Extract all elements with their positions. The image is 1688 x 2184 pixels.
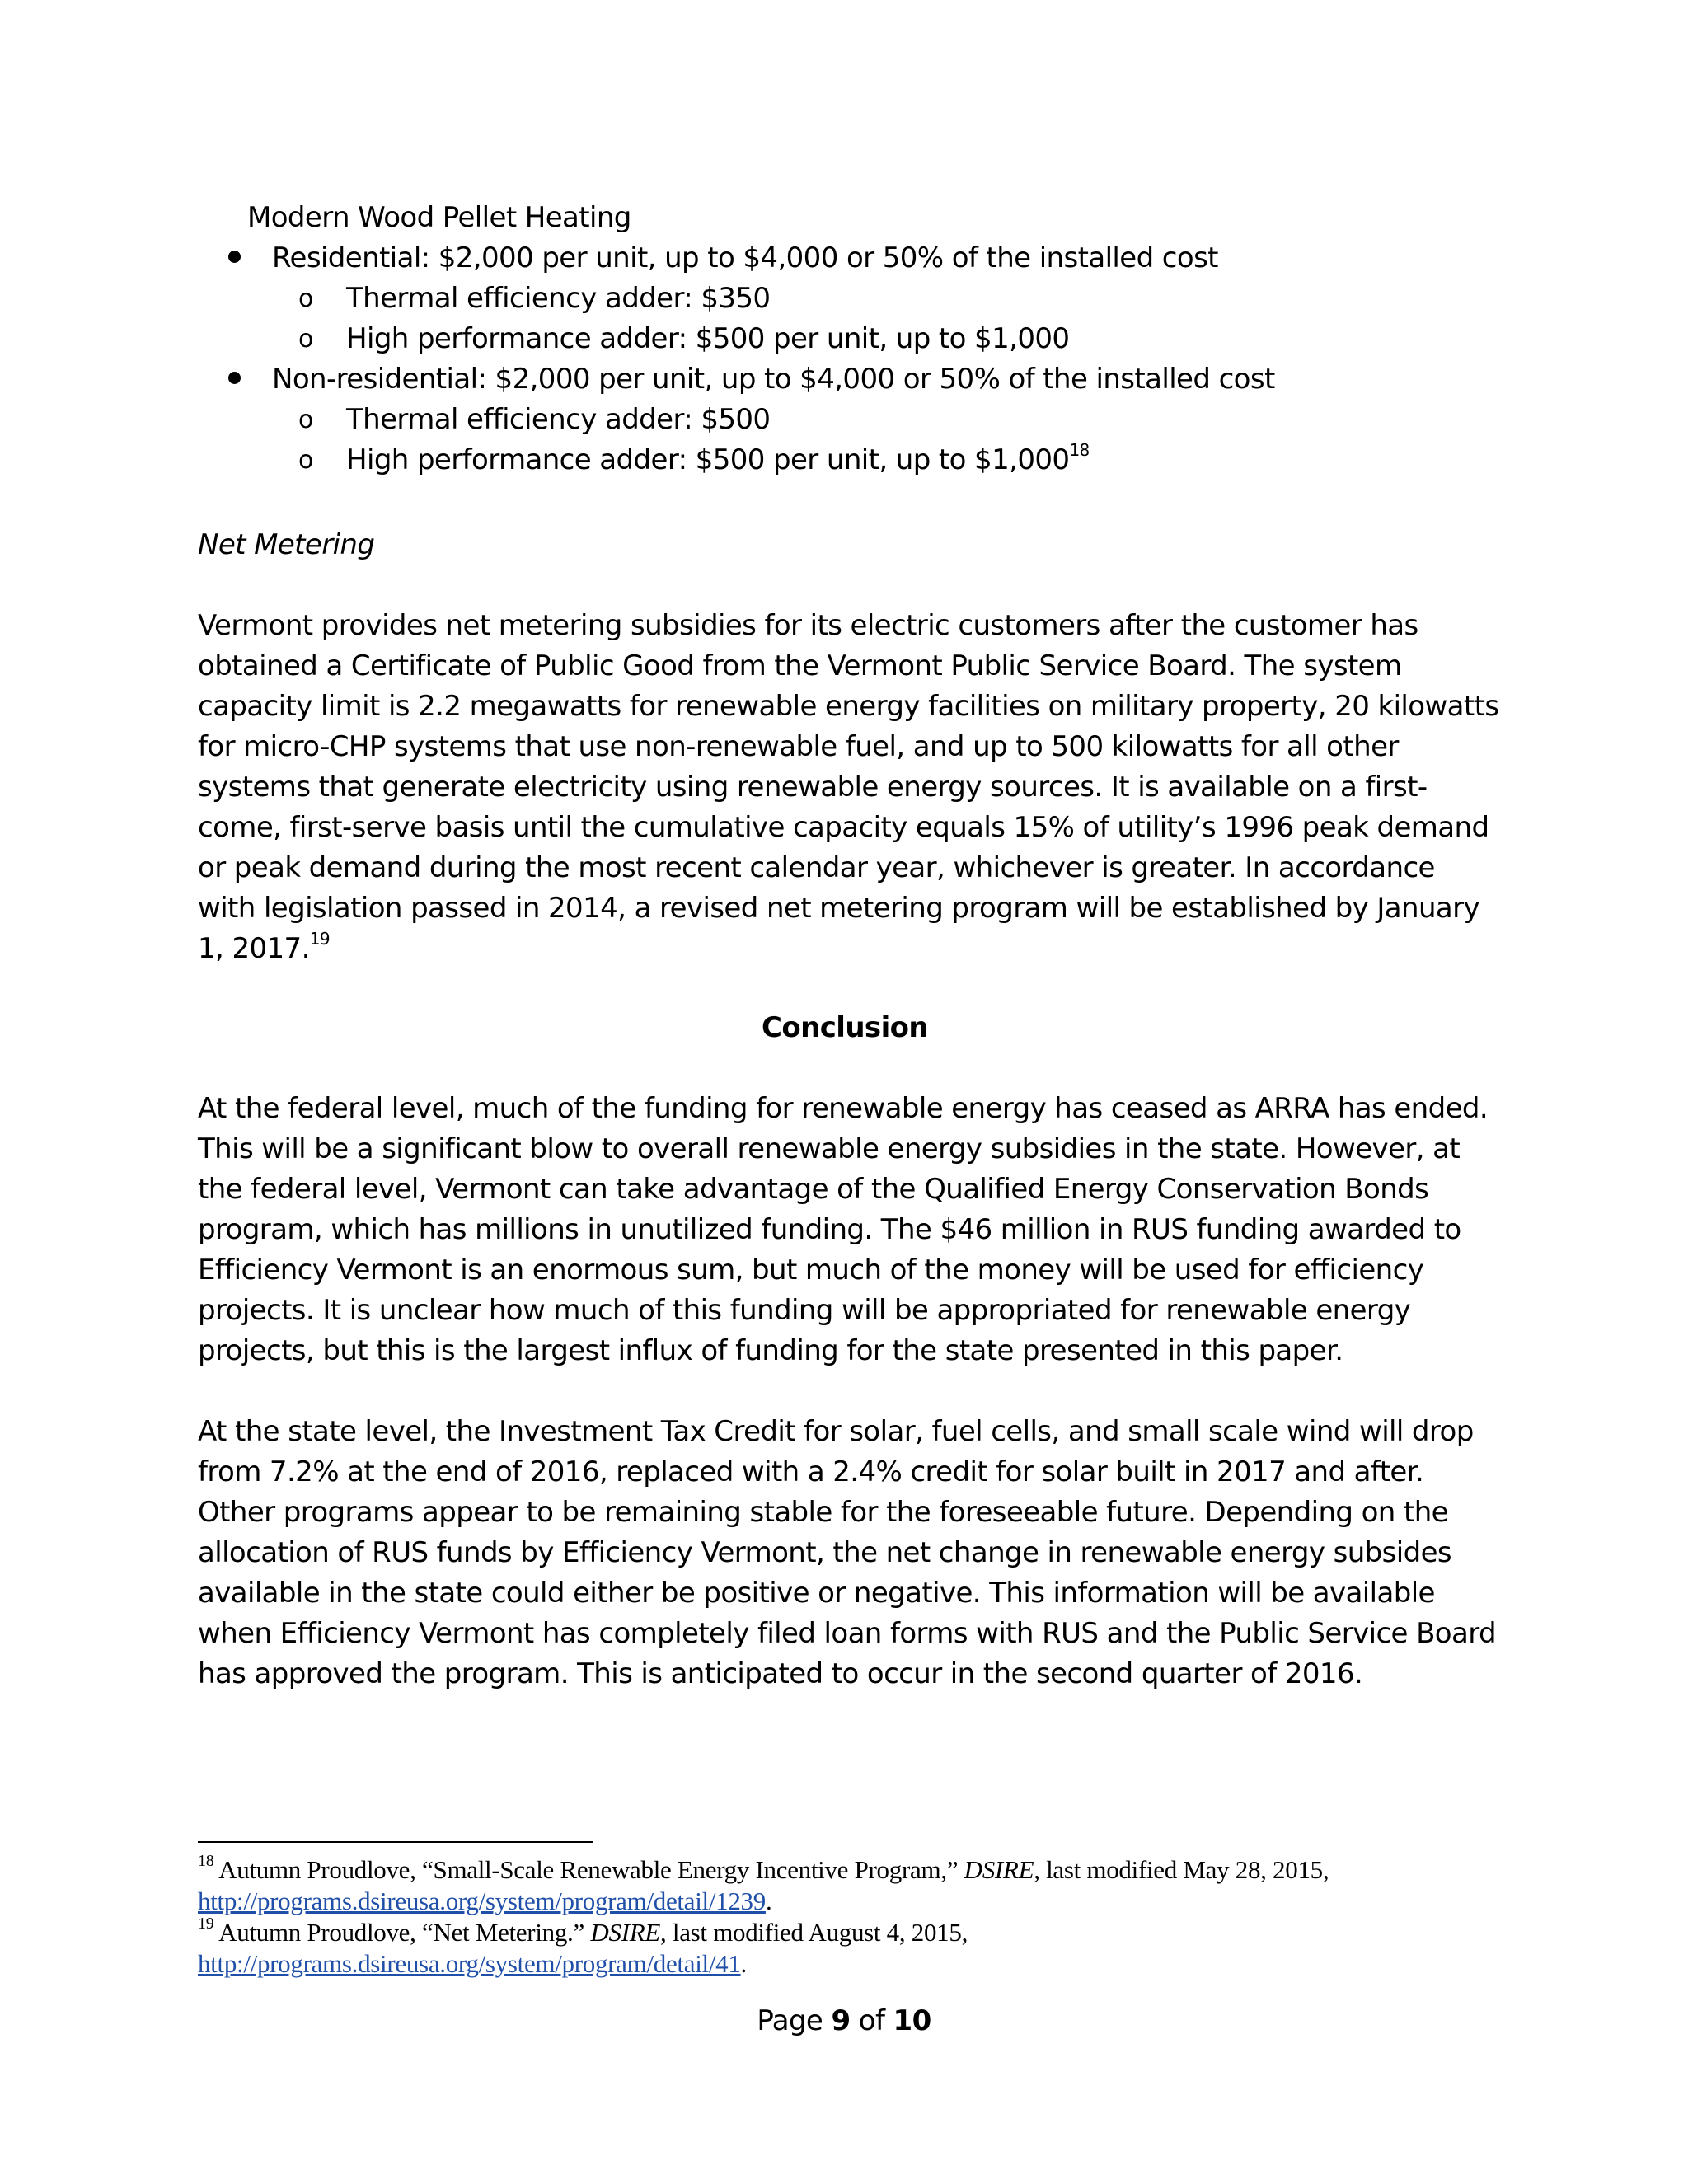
sub-list-item-text: High performance adder: $500 per unit, up to $1,000 — [346, 322, 1070, 355]
sub-list-item — [272, 319, 1500, 359]
page-number-total: 10 — [893, 2004, 931, 2037]
circle-marker-icon: o — [298, 284, 313, 313]
bullet-dot-icon — [228, 372, 241, 384]
footnote-source: DSIRE — [964, 1855, 1034, 1884]
footnote-link[interactable]: http://programs.dsireusa.org/system/program/detail/1239 — [198, 1886, 766, 1915]
circle-marker-icon: o — [298, 405, 313, 434]
conclusion-paragraph-1 — [198, 1089, 1500, 1371]
footnote-divider — [198, 1841, 593, 1843]
footnote-ref-18: 18 — [1069, 439, 1090, 460]
page-number-current: 9 — [831, 2004, 851, 2037]
pellet-incentive-list — [198, 238, 1500, 480]
net-metering-heading: Net Metering — [198, 528, 375, 561]
footnote-source: DSIRE — [590, 1918, 660, 1947]
footnote-link[interactable]: http://programs.dsireusa.org/system/program/detail/41 — [198, 1949, 741, 1978]
footnote-ref-19: 19 — [309, 928, 331, 949]
sub-list-item-text: High performance adder: $500 per unit, up to $1,000 — [346, 443, 1070, 476]
conclusion-text-2: At the state level, the Investment Tax Credit for solar, fuel cells, and small scale wind will drop from 7.2% at the end of 2016, replaced with a 2.4% credit for solar built in 2017 and after. Other programs appear to be remaining stable for the foreseeable future. Depending on the allocation of RUS funds by Efficiency Vermont, the net change in renewable energy subsides available in the state could either be positive or negative. This information will be available when Efficiency Vermont has completely filed loan forms with RUS and the Public Service Board has approved the program. This is anticipated to occur in the second quarter of 2016. — [198, 1415, 1496, 1690]
sub-list-item — [272, 279, 1500, 319]
footnote-18 — [198, 1851, 1517, 1917]
bullet-dot-icon — [228, 251, 241, 263]
pellet-heading: Modern Wood Pellet Heating — [247, 201, 631, 234]
page-number-middle: of — [850, 2004, 893, 2037]
footnote-text: Autumn Proudlove, “Net Metering.” — [213, 1918, 591, 1947]
footnote-text: , last modified May 28, 2015, — [1034, 1855, 1329, 1884]
page-number — [0, 2004, 1688, 2037]
net-metering-paragraph — [198, 606, 1500, 969]
conclusion-heading: Conclusion — [762, 1011, 928, 1044]
footnote-number: 19 — [198, 1914, 214, 1933]
sub-list-item-text: Thermal efficiency adder: $350 — [346, 282, 771, 315]
list-item-text: Non-residential: $2,000 per unit, up to $4,000 or 50% of the installed cost — [272, 363, 1275, 396]
footnote-text: Autumn Proudlove, “Small-Scale Renewable Energy Incentive Program,” — [213, 1855, 964, 1884]
list-item-residential — [198, 238, 1500, 359]
circle-marker-icon: o — [298, 325, 313, 354]
footnote-19 — [198, 1914, 1517, 1980]
net-metering-text: Vermont provides net metering subsidies for its electric customers after the customer has obtained a Certificate of Public Good from the Vermont Public Service Board. The system capacity limit is 2.2 megawatts for renewable energy facilities on military property, 20 kilowatts for micro-CHP systems that use non-renewable fuel, and up to 500 kilowatts for all other systems that generate electricity using renewable energy sources. It is available on a first-come, first-serve basis until the cumulative capacity equals 15% of utility’s 1996 peak demand or peak demand during the most recent calendar year, whichever is greater. In accordance with legislation passed in 2014, a revised net metering program will be established by January 1, 2017. — [198, 609, 1499, 965]
sub-list-item-text: Thermal efficiency adder: $500 — [346, 403, 771, 436]
list-item-text: Residential: $2,000 per unit, up to $4,000 or 50% of the installed cost — [272, 241, 1218, 274]
sub-list-item — [272, 440, 1500, 480]
footnote-text: , last modified August 4, 2015, — [660, 1918, 968, 1947]
footnote-number: 18 — [198, 1851, 214, 1870]
sub-list-item — [272, 400, 1500, 440]
circle-marker-icon: o — [298, 446, 313, 475]
footnote-end: . — [765, 1886, 772, 1915]
conclusion-text-1: At the federal level, much of the funding for renewable energy has ceased as ARRA has ended. This will be a significant blow to overall renewable energy subsidies in the state. However, at the federal level, Vermont can take advantage of the Qualified Energy Conservation Bonds program, which has millions in unutilized funding. The $46 million in RUS funding awarded to Efficiency Vermont is an enormous sum, but much of the money will be used for efficiency projects. It is unclear how much of this funding will be appropriated for renewable energy projects, but this is the largest influx of funding for the state presented in this paper. — [198, 1092, 1489, 1367]
footnote-end: . — [740, 1949, 747, 1978]
conclusion-paragraph-2 — [198, 1412, 1500, 1694]
footnotes — [198, 1851, 1517, 1980]
list-item-non-residential — [198, 359, 1500, 480]
page-number-prefix: Page — [757, 2004, 832, 2037]
